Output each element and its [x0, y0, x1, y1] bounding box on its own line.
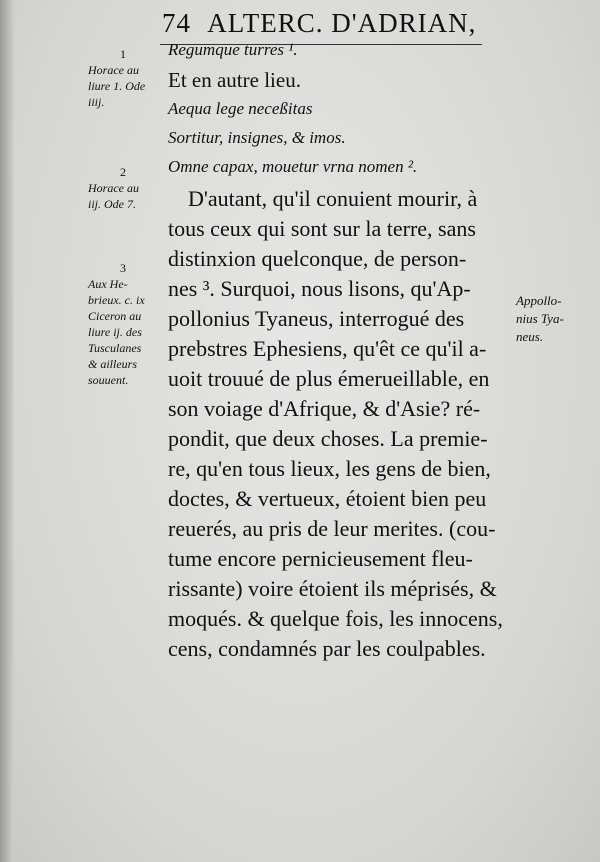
verse-line: Sortitur, insignes, & imos. — [168, 128, 346, 147]
body-line: re, qu'en tous lieux, les gens de bien, — [168, 456, 491, 481]
body-line: D'autant, qu'il conuient mourir, à — [188, 186, 478, 211]
body-line: distinxion quelconque, de person- — [168, 246, 467, 271]
body-line: tume encore pernicieusement fleu- — [168, 546, 473, 571]
body-line: tous ceux qui sont sur la terre, sans — [168, 216, 476, 241]
page-edge-shadow — [0, 0, 14, 862]
body-line: nes ³. Surquoi, nous lisons, qu'Ap- — [168, 276, 471, 301]
body-line: rissante) voire étoient ils méprisés, & — [168, 576, 497, 601]
verse-line: Regumque turres ¹. — [168, 40, 298, 59]
verse-line: Aequa lege neceßitas — [168, 99, 313, 118]
body-line: uoit trouué de plus émerueillable, en — [168, 366, 490, 391]
body-line: moqués. & quelque fois, les innocens, — [168, 606, 503, 631]
page-number: 74 — [162, 8, 191, 38]
body-line: pondit, que deux choses. La premie- — [168, 426, 488, 451]
verse-line: Omne capax, mouetur vrna nomen ². — [168, 157, 418, 176]
body-line: doctes, & vertueux, étoient bien peu — [168, 486, 487, 511]
margin-note-2: 2 Horace au iij. Ode 7. — [88, 165, 139, 211]
body-line: reuerés, au pris de leur merites. (cou- — [168, 516, 496, 541]
text-line: Et en autre lieu. — [168, 68, 301, 92]
body-line: pollonius Tyaneus, interrogué des — [168, 306, 465, 331]
body-line: son voiage d'Afrique, & d'Asie? ré- — [168, 396, 481, 421]
running-title: ALTERC. D'ADRIAN, — [207, 8, 477, 38]
margin-note-right: Appollo- nius Tya- neus. — [516, 293, 564, 344]
body-line: prebstres Ephesiens, qu'êt ce qu'il a- — [168, 336, 487, 361]
margin-note-3: 3 Aux He- brieux. c. ix Ciceron au liure ij. des Tusculanes & ailleurs souuent. — [88, 261, 145, 387]
running-head — [162, 8, 482, 44]
margin-note-1: 1 Horace au liure 1. Ode iiij. — [88, 47, 146, 109]
body-line: cens, condamnés par les coulpables. — [168, 636, 486, 661]
